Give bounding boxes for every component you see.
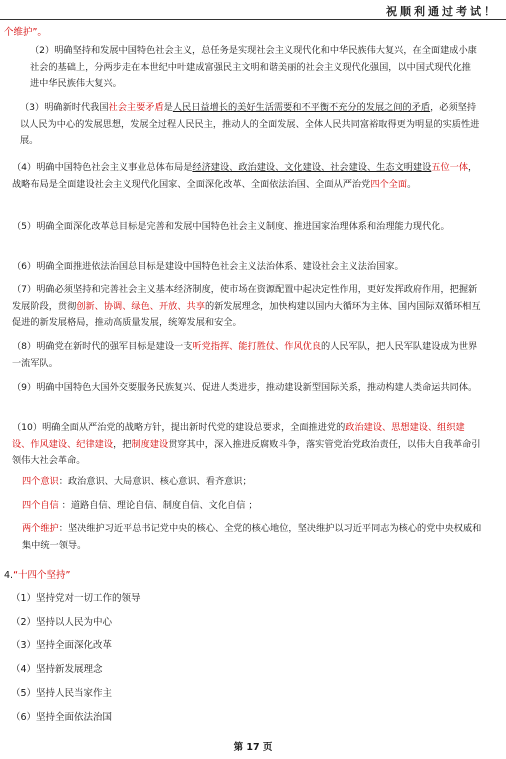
note-text: 道路自信、理论自信、制度自信、文化自信 ； [70, 500, 258, 511]
note-sep: ： [58, 500, 71, 511]
note-text: 政治意识、大局意识、核心意识、看齐意识； [67, 476, 252, 487]
section-heading [4, 567, 70, 581]
item-number: （2） [30, 45, 55, 56]
item-text-post: 贯穿其中，深入推进反腐败斗争，落实管党治党政治责任，以伟大自我革命引领伟大社会革命。 [12, 438, 481, 466]
item-text-mid: 是 [163, 102, 173, 113]
item-text-pre: 明确党在新时代的强军目标是建设一支 [36, 341, 193, 352]
item-number: （7） [12, 284, 37, 295]
item-text: 明确坚持和发展中国特色社会主义，总任务是实现社会主义现代化和中华民族伟大复兴，在全面建成小康社会的基础上，分两步走在本世纪中叶建成富强民主文明和谐美丽的社会主义现代化强国，以中国式现代化推进中华民族伟大复兴。 [30, 45, 477, 89]
item-text-pre: 明确新时代我国 [44, 102, 109, 113]
highlight-system-building: 制度建设 [131, 438, 169, 450]
item-number: （5） [12, 221, 37, 232]
header-slogan: 祝顺利通过考试！ [386, 5, 498, 18]
item-text-mid: ，战略布局是全面建设社会主义现代化国家、全面深化改革、全面依法治国、全面从严治党 [12, 162, 478, 190]
section-number: 4. [4, 570, 14, 581]
item-9 [12, 380, 482, 397]
header-rule [0, 19, 506, 20]
item-4 [12, 160, 482, 193]
item-7 [12, 282, 482, 332]
item-text: 明确中国特色大国外交要服务民族复兴、促进人类进步，推动建设新型国际关系，推动构建人类命运共同体。 [36, 382, 478, 393]
item-text-mid: ，把 [113, 438, 132, 450]
item-5 [12, 219, 482, 236]
item-text-pre: 明确全面从严治党的战略方针，提出新时代党的建设总要求，全面推进党的 [42, 422, 346, 433]
item-text-post: 的新发展理念，加快构建以国内大循环为主体、国内国际双循环相互促进的新发展格局，推动高质量发展，统筹发展和安全。 [12, 300, 481, 328]
underlined-contradiction: 人民日益增长的美好生活需要和不平衡不充分的发展之间的矛盾 [172, 102, 431, 113]
item-3 [20, 100, 482, 150]
item-text: 明确全面深化改革总目标是完善和发展中国特色社会主义制度、推进国家治理体系和治理能力现代化。 [36, 221, 450, 232]
page-number: 第 17 页 [233, 742, 273, 753]
continuation-text: 个维护”。 [4, 27, 47, 38]
note-sep: ： [58, 523, 68, 534]
item-number: （8） [12, 341, 37, 352]
highlight-four-comprehensives: 四个全面 [370, 178, 408, 190]
highlight-five-in-one: 五位一体 [431, 162, 469, 173]
item-text-pre: 明确必须坚持和完善社会主义基本经济制度，使市场在资源配置中起决定性作用，更好发挥政府作用，把握新发展阶段，贯彻 [12, 284, 478, 312]
item-2 [30, 43, 480, 93]
note-label: 四个意识 [22, 476, 59, 487]
item-number: （6） [12, 261, 37, 272]
item-number: （3） [20, 102, 45, 113]
note-label: 两个维护 [22, 523, 59, 534]
list-item: （4）坚持新发展理念 [11, 664, 103, 675]
item-text-post: ，必须坚持以人民为中心的发展思想，发展全过程人民民主，推动人的全面发展、全体人民共同富裕取得更为明显的实质性进展。 [20, 102, 480, 146]
note-two-safeguards [22, 521, 482, 554]
item-number: （4） [12, 162, 37, 173]
highlight-party-building: 政治建设、思想建设、组织建设、作风建设、纪律建设 [12, 422, 465, 450]
item-number: （10） [12, 422, 43, 433]
page-header [0, 0, 506, 18]
list-item: （2）坚持以人民为中心 [11, 617, 113, 628]
item-number: （9） [12, 382, 37, 393]
list-item: （6）坚持全面依法治国 [11, 712, 113, 723]
note-four-consciousnesses [22, 474, 482, 491]
item-text-pre: 明确中国特色社会主义事业总体布局是 [36, 162, 193, 173]
item-text-post: 的人民军队，把人民军队建设成为世界一流军队。 [12, 341, 478, 369]
section-title: “十四个坚持” [13, 570, 71, 581]
highlight-main-contradiction: 社会主要矛盾 [108, 102, 164, 113]
list-item: （1）坚持党对一切工作的领导 [11, 593, 141, 604]
highlight-new-concepts: 创新、协调、绿色、开放、共享 [76, 300, 205, 312]
note-sep: ： [58, 476, 68, 487]
underlined-layout: 经济建设、政治建设、文化建设、社会建设、生态文明建设 [192, 162, 432, 173]
list-item: （3）坚持全面深化改革 [11, 640, 113, 651]
item-6 [12, 259, 482, 276]
highlight-army-goal: 听党指挥、能打胜仗、作风优良 [192, 341, 322, 352]
item-8 [12, 339, 482, 372]
list-item: （5）坚持人民当家作主 [11, 688, 113, 699]
item-10 [12, 420, 482, 470]
note-four-confidences [22, 498, 482, 515]
note-label: 四个自信 [22, 500, 59, 511]
note-text: 坚决维护习近平总书记党中央的核心、全党的核心地位，坚决维护以习近平同志为核心的党中央权威和集中统一领导。 [22, 523, 482, 551]
item-text: 明确全面推进依法治国总目标是建设中国特色社会主义法治体系、建设社会主义法治国家。 [36, 261, 404, 272]
item-text-post: 。 [407, 178, 417, 190]
